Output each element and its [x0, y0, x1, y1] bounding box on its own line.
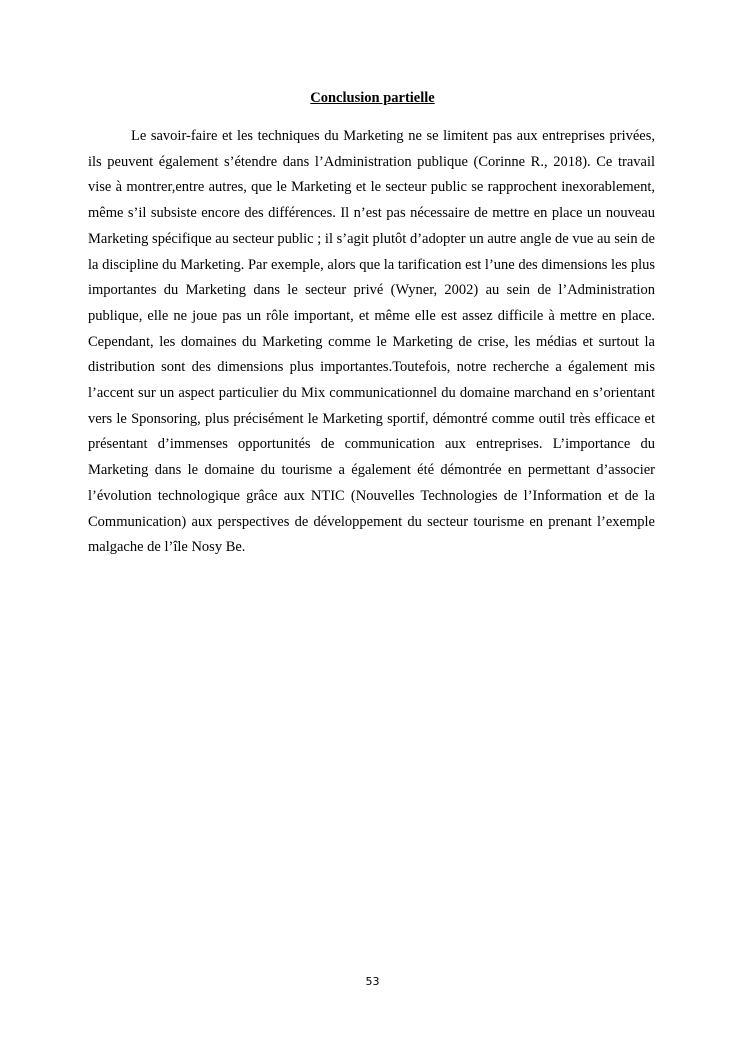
- page-number: 53: [365, 975, 380, 988]
- section-heading: Conclusion partielle: [310, 90, 435, 106]
- body-paragraph: Le savoir-faire et les techniques du Marketing ne se limitent pas aux entreprises privées, ils peuvent également s’étendre dans l’Administration publique (Corinne R., 2018). Ce travail vise à montrer,entre autres, que le Marketing et le secteur public se rapprochent inexorablement, même s’il subsiste encore des différences. Il n’est pas nécessaire de mettre en place un nouveau Marketing spécifique au secteur public ; il s’agit plutôt d’adopter un autre angle de vue au sein de la discipline du Marketing. Par exemple, alors que la tarification est l’une des dimensions les plus importantes du Marketing dans le secteur privé (Wyner, 2002) au sein de l’Administration publique, elle ne joue pas un rôle important, et même elle est assez difficile à mettre en place. Cependant, les domaines du Marketing comme le Marketing de crise, les médias et surtout la distribution sont des dimensions plus importantes.Toutefois, notre recherche a également mis l’accent sur un aspect particulier du Mix communicationnel du domaine marchand en s’orientant vers le Sponsoring, plus précisément le Marketing sportif, démontré comme outil très efficace et présentant d’immenses opportunités de communication aux entreprises. L’importance du Marketing dans le domaine du tourisme a également été démontrée en permettant d’associer l’évolution technologique grâce aux NTIC (Nouvelles Technologies de l’Information et de la Communication) aux perspectives de développement du secteur tourisme en prenant l’exemple malgache de l’île Nosy Be.: [88, 128, 655, 556]
